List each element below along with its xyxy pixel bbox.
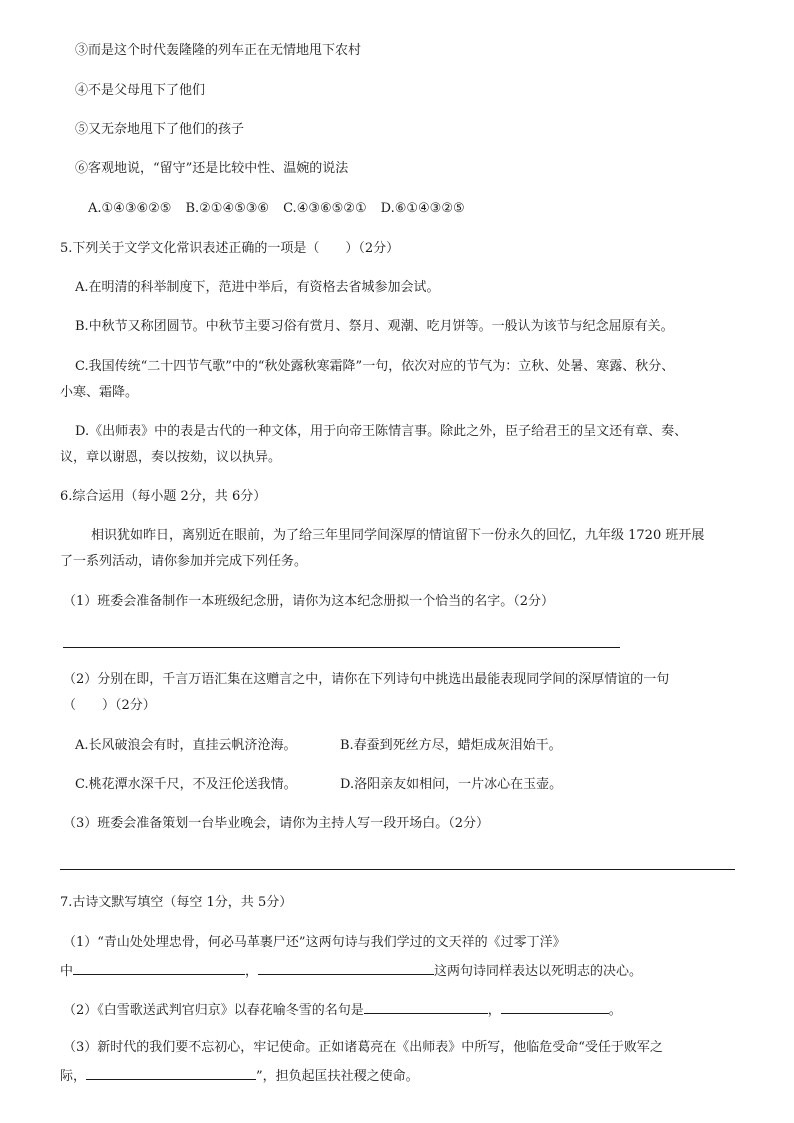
q4-options	[88, 200, 479, 218]
q5-option-a: A.在明清的科举制度下，范进中举后，有资格去省城参加会试。	[75, 280, 440, 295]
q7-sub1-line2	[60, 960, 642, 981]
q6-option-a: A.长风破浪会有时，直挂云帆济沧海。	[75, 738, 297, 753]
q7-blank-5[interactable]	[86, 1065, 256, 1080]
q7-sub3-prefix: 际，	[60, 1069, 87, 1084]
q7-sub3-suffix: ”，担负起匡扶社稷之使命。	[256, 1069, 419, 1084]
q6-option-c: C.桃花潭水深千尺，不及汪伦送我情。	[75, 777, 297, 792]
q7-sub2-sep: ，	[487, 1003, 501, 1018]
q7-sub2-end: 。	[608, 1003, 622, 1018]
q6-sub2-line1: （2）分别在即，千言万语汇集在这赠言之中，请你在下列诗句中挑选出最能表现同学间的深厚情谊的一句	[63, 672, 670, 687]
q7-sub1-sep: ，	[245, 964, 259, 979]
q5-stem: 5.下列关于文学文化常识表述正确的一项是（ ）（2分）	[60, 241, 400, 256]
q4-item-5: ⑤又无奈地甩下了他们的孩子	[75, 122, 245, 137]
q6-option-d: D.洛阳亲友如相问，一片冰心在玉壶。	[340, 777, 563, 792]
q6-sub3: （3）班委会准备策划一台毕业晚会，请你为主持人写一段开场白。（2分）	[63, 816, 490, 831]
q7-stem: 7.古诗文默写填空（每空 1分，共 5分）	[60, 895, 293, 910]
q7-sub2-prefix: （2）《白雪歌送武判官归京》以春花喻冬雪的名句是	[63, 1003, 364, 1018]
q7-sub3-line1: （3）新时代的我们要不忘初心，牢记使命。正如诸葛亮在《出师表》中所写，他临危受命“受任于败军之	[63, 1040, 663, 1055]
q5-option-c-line2: 小寒、霜降。	[60, 385, 139, 400]
q6-intro-line1: 相识犹如昨日，离别近在眼前，为了给三年里同学间深厚的情谊留下一份永久的回忆，九年级 1720 班开展	[91, 528, 705, 543]
q7-sub3-line2	[60, 1065, 419, 1086]
q7-sub1-line1: （1）“青山处处埋忠骨，何必马革裹尸还”这两句诗与我们学过的文天祥的《过零丁洋》	[63, 935, 566, 950]
q5-option-b: B.中秋节又称团圆节。中秋节主要习俗有赏月、祭月、观潮、吃月饼等。一般认为该节与纪念屈原有关。	[75, 319, 674, 334]
q6-sub3-answer-line[interactable]	[60, 869, 735, 870]
q4-item-6: ⑥客观地说，“留守”还是比较中性、温婉的说法	[75, 161, 349, 176]
q7-sub2	[63, 999, 622, 1020]
q7-blank-4[interactable]	[501, 999, 609, 1014]
q6-intro-line2: 了一系列活动，请你参加并完成下列任务。	[60, 554, 308, 569]
q6-sub2-line2: （ ）（2分）	[63, 698, 156, 713]
q7-blank-3[interactable]	[364, 999, 488, 1014]
q7-sub1-suffix: 这两句诗同样表达以死明志的决心。	[434, 964, 643, 979]
q6-sub1: （1）班委会准备制作一本班级纪念册，请你为这本纪念册拟一个恰当的名字。（2分）	[63, 594, 555, 609]
q4-option-c: C.④③⑥⑤②①	[283, 201, 367, 216]
q5-option-d-line2: 议，章以谢恩，奏以按劾，议以执异。	[60, 450, 282, 465]
q4-option-b: B.②①④⑤③⑥	[185, 201, 270, 216]
q7-sub1-prefix: 中	[60, 964, 74, 979]
q4-item-3: ③而是这个时代轰隆隆的列车正在无情地甩下农村	[75, 43, 362, 58]
q7-blank-1[interactable]	[73, 960, 245, 975]
q4-option-d: D.⑥①④③②⑤	[380, 201, 465, 216]
q6-sub1-answer-line[interactable]	[63, 647, 620, 648]
q6-option-b: B.春蚕到死丝方尽，蜡炬成灰泪始干。	[340, 738, 562, 753]
q4-option-a: A.①④③⑥②⑤	[88, 201, 172, 216]
q5-option-d-line1: D.《出师表》中的表是古代的一种文体，用于向帝王陈情言事。除此之外，臣子给君王的呈文还有章、奏、	[75, 424, 688, 439]
q7-blank-2[interactable]	[258, 960, 434, 975]
q4-item-4: ④不是父母甩下了他们	[75, 83, 206, 98]
q6-stem: 6.综合运用（每小题 2分，共 6分）	[60, 489, 267, 504]
q5-option-c-line1: C.我国传统“二十四节气歌”中的“秋处露秋寒霜降”一句，依次对应的节气为：立秋、处暑、寒露、秋分、	[75, 359, 675, 374]
